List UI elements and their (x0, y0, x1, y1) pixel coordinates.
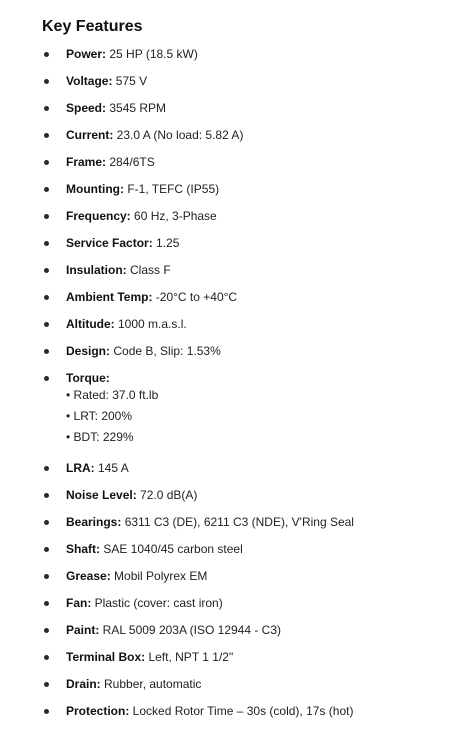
feature-text (66, 259, 171, 281)
feature-shaft (0, 538, 460, 565)
feature-value: 25 HP (18.5 kW) (106, 47, 198, 61)
feature-value: Mobil Polyrex EM (110, 569, 208, 583)
feature-text (66, 457, 129, 479)
bullet-icon (44, 547, 49, 552)
bullet-icon (44, 268, 49, 273)
feature-label: Drain: (66, 677, 101, 691)
feature-lra (0, 457, 460, 484)
feature-text (66, 313, 187, 335)
feature-label: Noise Level: (66, 488, 137, 502)
feature-terminal-box (0, 646, 460, 673)
feature-speed (0, 97, 460, 124)
feature-label: Insulation: (66, 263, 127, 277)
feature-fan (0, 592, 460, 619)
feature-text (66, 673, 201, 695)
feature-value: Locked Rotor Time – 30s (cold), 17s (hot) (129, 704, 354, 718)
feature-value: Plastic (cover: cast iron) (91, 596, 223, 610)
feature-text (66, 511, 354, 533)
feature-service-factor (0, 232, 460, 259)
feature-text (66, 619, 281, 641)
feature-value: Left, NPT 1 1/2" (145, 650, 234, 664)
feature-value: 3545 RPM (106, 101, 167, 115)
feature-altitude (0, 313, 460, 340)
feature-value: F-1, TEFC (IP55) (123, 182, 220, 196)
bullet-icon (44, 493, 49, 498)
feature-text (66, 178, 219, 200)
feature-label: Altitude: (66, 317, 115, 331)
bullet-icon (44, 133, 49, 138)
bullet-icon (44, 79, 49, 84)
torque-sub-rated: • Rated: 37.0 ft.lb (66, 388, 159, 402)
feature-bearings (0, 511, 460, 538)
feature-text (66, 43, 198, 65)
feature-text (66, 538, 243, 560)
feature-mounting (0, 178, 460, 205)
bullet-icon (44, 655, 49, 660)
feature-value: 72.0 dB(A) (136, 488, 198, 502)
feature-value: RAL 5009 203A (ISO 12944 - C3) (99, 623, 282, 637)
feature-paint (0, 619, 460, 646)
bullet-icon (44, 376, 49, 381)
feature-text (66, 97, 166, 119)
bullet-icon (44, 574, 49, 579)
bullet-icon (44, 466, 49, 471)
feature-label: Torque: (66, 371, 110, 385)
feature-label: Power: (66, 47, 107, 61)
torque-sub-lrt: • LRT: 200% (66, 409, 133, 423)
feature-current (0, 124, 460, 151)
feature-value: 284/6TS (106, 155, 155, 169)
feature-value: Class F (126, 263, 171, 277)
bullet-icon (44, 241, 49, 246)
feature-drain (0, 673, 460, 700)
bullet-icon (44, 520, 49, 525)
bullet-icon (44, 709, 49, 714)
feature-label: Bearings: (66, 515, 122, 529)
bullet-icon (44, 322, 49, 327)
torque-sub-bdt: • BDT: 229% (66, 430, 134, 444)
feature-label: Grease: (66, 569, 111, 583)
feature-text (66, 646, 233, 668)
feature-grease (0, 565, 460, 592)
feature-text (66, 484, 197, 506)
bullet-icon (44, 601, 49, 606)
feature-value: Rubber, automatic (100, 677, 202, 691)
bullet-icon (44, 349, 49, 354)
feature-text (66, 70, 147, 92)
bullet-icon (44, 106, 49, 111)
feature-label: Fan: (66, 596, 92, 610)
feature-value: 1000 m.a.s.l. (114, 317, 187, 331)
feature-label: Shaft: (66, 542, 100, 556)
feature-label: Paint: (66, 623, 100, 637)
feature-text (66, 340, 221, 362)
section-heading: Key Features (42, 18, 143, 35)
feature-label: Frame: (66, 155, 107, 169)
feature-power (0, 43, 460, 70)
feature-value: 60 Hz, 3-Phase (130, 209, 217, 223)
feature-label: Voltage: (66, 74, 113, 88)
feature-label: Service Factor: (66, 236, 153, 250)
bullet-icon (44, 628, 49, 633)
feature-value: Code B, Slip: 1.53% (110, 344, 221, 358)
feature-label: LRA: (66, 461, 95, 475)
feature-frame (0, 151, 460, 178)
feature-label: Ambient Temp: (66, 290, 153, 304)
feature-label: Terminal Box: (66, 650, 146, 664)
feature-text (66, 286, 237, 308)
feature-text (66, 151, 155, 173)
feature-value: 1.25 (152, 236, 180, 250)
bullet-icon (44, 52, 49, 57)
feature-ambient-temp (0, 286, 460, 313)
feature-text (66, 592, 223, 614)
feature-value: 23.0 A (No load: 5.82 A) (113, 128, 244, 142)
feature-value: 575 V (112, 74, 148, 88)
feature-label: Frequency: (66, 209, 131, 223)
feature-design (0, 340, 460, 367)
feature-insulation (0, 259, 460, 286)
feature-label: Speed: (66, 101, 107, 115)
feature-text (66, 205, 217, 227)
bullet-icon (44, 682, 49, 687)
feature-label: Mounting: (66, 182, 124, 196)
feature-noise-level (0, 484, 460, 511)
feature-frequency (0, 205, 460, 232)
bullet-icon (44, 295, 49, 300)
feature-value: 6311 C3 (DE), 6211 C3 (NDE), V'Ring Seal (121, 515, 354, 529)
feature-text (66, 232, 179, 254)
feature-label: Current: (66, 128, 114, 142)
bullet-icon (44, 160, 49, 165)
feature-text (66, 700, 353, 722)
feature-value: SAE 1040/45 carbon steel (100, 542, 243, 556)
bullet-icon (44, 187, 49, 192)
feature-text (66, 565, 207, 587)
key-features-list (0, 43, 460, 727)
feature-label: Design: (66, 344, 111, 358)
feature-voltage (0, 70, 460, 97)
bullet-icon (44, 214, 49, 219)
feature-label: Protection: (66, 704, 130, 718)
feature-torque (0, 367, 460, 457)
feature-text (66, 124, 243, 146)
feature-protection (0, 700, 460, 727)
feature-value: 145 A (94, 461, 129, 475)
feature-value: -20°C to +40°C (152, 290, 238, 304)
